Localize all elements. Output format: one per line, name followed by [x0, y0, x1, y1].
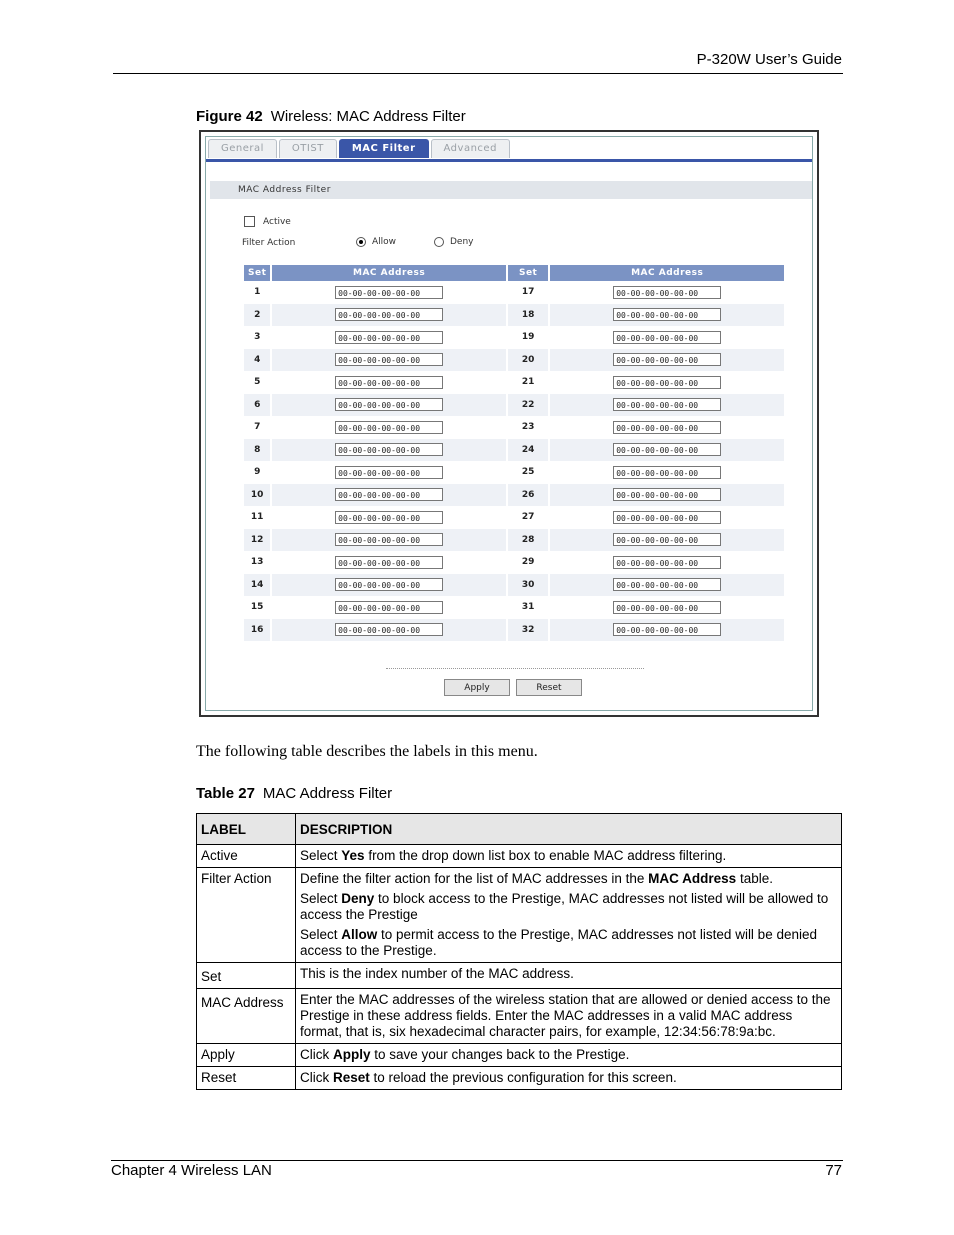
mac-cell	[272, 506, 505, 529]
mac-address-table	[242, 265, 786, 641]
mac-row	[244, 281, 784, 304]
label-header: LABEL	[197, 814, 296, 845]
set-number: 16	[244, 619, 270, 642]
description-row	[197, 845, 842, 868]
tab-general[interactable]: General	[208, 139, 277, 158]
mac-address-input-17[interactable]: 00-00-00-00-00-00	[613, 286, 721, 299]
intro-text: The following table describes the labels in this menu.	[196, 743, 538, 760]
mac-row	[244, 304, 784, 327]
mac-cell	[272, 619, 505, 642]
mac-row	[244, 574, 784, 597]
description-row	[197, 963, 842, 989]
mac-address-input-12[interactable]: 00-00-00-00-00-00	[335, 533, 443, 546]
mac-cell	[550, 371, 784, 394]
mac-header-right: MAC Address	[550, 265, 784, 281]
set-number: 14	[244, 574, 270, 597]
set-number: 10	[244, 484, 270, 507]
set-number: 29	[521, 557, 535, 568]
mac-address-input-18[interactable]: 00-00-00-00-00-00	[613, 308, 721, 321]
description-table	[196, 813, 842, 1090]
mac-row	[244, 326, 784, 349]
mac-address-input-32[interactable]: 00-00-00-00-00-00	[613, 623, 721, 636]
row-description	[296, 845, 842, 868]
running-header: P-320W User’s Guide	[696, 51, 842, 68]
mac-cell	[272, 326, 505, 349]
page-number: 77	[825, 1162, 842, 1179]
apply-button[interactable]: Apply	[444, 679, 510, 696]
mac-row	[244, 461, 784, 484]
mac-row	[244, 394, 784, 417]
deny-label: Deny	[450, 237, 474, 247]
mac-row	[244, 416, 784, 439]
set-number: 28	[508, 529, 549, 552]
set-header-right: Set	[508, 265, 549, 281]
mac-cell	[272, 304, 505, 327]
description-table-header	[197, 814, 842, 845]
description-paragraph: Click Reset to reload the previous configuration for this screen.	[300, 1070, 677, 1085]
mac-cell	[550, 416, 784, 439]
mac-address-input-29[interactable]: 00-00-00-00-00-00	[613, 556, 721, 569]
description-header: DESCRIPTION	[296, 814, 842, 845]
description-table-body	[197, 845, 842, 1090]
allow-option[interactable]	[356, 237, 396, 247]
screenshot-frame	[199, 130, 819, 717]
description-row	[197, 1067, 842, 1090]
set-number: 9	[254, 467, 261, 478]
row-description	[296, 1067, 842, 1090]
description-row	[197, 989, 842, 1044]
mac-row	[244, 349, 784, 372]
footer-rule	[111, 1160, 843, 1161]
figure-title: Wireless: MAC Address Filter	[270, 108, 466, 125]
mac-cell	[550, 551, 784, 574]
set-number: 24	[508, 439, 549, 462]
set-number: 32	[508, 619, 549, 642]
mac-address-input-20[interactable]: 00-00-00-00-00-00	[613, 353, 721, 366]
section-title: MAC Address Filter	[238, 185, 331, 195]
mac-row	[244, 506, 784, 529]
mac-address-input-16[interactable]: 00-00-00-00-00-00	[335, 623, 443, 636]
mac-cell	[272, 349, 505, 372]
active-label: Active	[263, 216, 291, 227]
active-option	[244, 216, 291, 227]
table-caption	[196, 785, 392, 802]
set-number: 23	[521, 422, 535, 433]
mac-address-input-11[interactable]: 00-00-00-00-00-00	[335, 511, 443, 524]
mac-address-input-9[interactable]: 00-00-00-00-00-00	[335, 466, 443, 479]
mac-row	[244, 439, 784, 462]
mac-address-input-19[interactable]: 00-00-00-00-00-00	[613, 331, 721, 344]
mac-address-input-22[interactable]: 00-00-00-00-00-00	[613, 398, 721, 411]
set-number: 17	[521, 287, 535, 298]
set-number: 8	[244, 439, 270, 462]
description-row	[197, 868, 842, 963]
mac-cell	[550, 394, 784, 417]
mac-address-input-24[interactable]: 00-00-00-00-00-00	[613, 443, 721, 456]
set-number: 26	[508, 484, 549, 507]
mac-address-input-23[interactable]: 00-00-00-00-00-00	[613, 421, 721, 434]
mac-cell	[272, 484, 505, 507]
set-number: 12	[244, 529, 270, 552]
mac-address-input-25[interactable]: 00-00-00-00-00-00	[613, 466, 721, 479]
mac-cell	[550, 304, 784, 327]
mac-cell	[550, 506, 784, 529]
mac-cell	[272, 574, 505, 597]
mac-cell	[272, 551, 505, 574]
mac-address-input-2[interactable]: 00-00-00-00-00-00	[335, 308, 443, 321]
description-paragraph: Select Yes from the drop down list box to enable MAC address filtering.	[300, 848, 727, 863]
description-paragraph: Select Allow to permit access to the Prestige, MAC addresses not listed will be denied access to the Prestige.	[300, 927, 817, 958]
mac-address-input-8[interactable]: 00-00-00-00-00-00	[335, 443, 443, 456]
set-number: 30	[508, 574, 549, 597]
mac-cell	[550, 349, 784, 372]
tab-advanced[interactable]: Advanced	[431, 139, 510, 158]
mac-cell	[550, 619, 784, 642]
set-number: 15	[250, 602, 264, 613]
mac-address-input-15[interactable]: 00-00-00-00-00-00	[335, 601, 443, 614]
row-label: Active	[197, 845, 296, 868]
row-label: Filter Action	[197, 868, 296, 963]
description-paragraph: This is the index number of the MAC address.	[300, 966, 574, 981]
mac-address-input-5[interactable]: 00-00-00-00-00-00	[335, 376, 443, 389]
set-number: 4	[244, 349, 270, 372]
mac-address-input-27[interactable]: 00-00-00-00-00-00	[613, 511, 721, 524]
mac-address-input-6[interactable]: 00-00-00-00-00-00	[335, 398, 443, 411]
table-number: Table 27	[196, 785, 255, 802]
mac-address-input-31[interactable]: 00-00-00-00-00-00	[613, 601, 721, 614]
mac-cell	[550, 596, 784, 619]
mac-address-input-13[interactable]: 00-00-00-00-00-00	[335, 556, 443, 569]
mac-row	[244, 551, 784, 574]
set-number: 13	[250, 557, 264, 568]
description-paragraph: Enter the MAC addresses of the wireless station that are allowed or denied access to the Prestige in these address fields. Enter the MAC addresses in a valid MAC address format, that is, six hexadecimal character pairs, for example, 12:34:56:78:9a:bc.	[300, 992, 831, 1039]
row-description	[296, 989, 842, 1044]
mac-header-left: MAC Address	[272, 265, 505, 281]
tab-bar	[208, 137, 512, 159]
row-label: Apply	[197, 1044, 296, 1067]
mac-address-input-10[interactable]: 00-00-00-00-00-00	[335, 488, 443, 501]
set-number: 31	[521, 602, 535, 613]
row-description	[296, 963, 842, 989]
mac-cell	[272, 371, 505, 394]
mac-table-body	[244, 281, 784, 641]
row-label: Reset	[197, 1067, 296, 1090]
set-number: 1	[254, 287, 261, 298]
mac-cell	[272, 394, 505, 417]
set-number: 21	[521, 377, 535, 388]
set-number: 5	[254, 377, 261, 388]
mac-address-input-1[interactable]: 00-00-00-00-00-00	[335, 286, 443, 299]
row-description	[296, 868, 842, 963]
mac-cell	[550, 529, 784, 552]
mac-cell	[272, 461, 505, 484]
mac-address-input-3[interactable]: 00-00-00-00-00-00	[335, 331, 443, 344]
figure-caption	[196, 108, 466, 125]
mac-cell	[550, 281, 784, 304]
row-label: Set	[197, 963, 296, 989]
mac-row	[244, 529, 784, 552]
tab-mac-filter[interactable]: MAC Filter	[339, 139, 429, 158]
mac-address-input-26[interactable]: 00-00-00-00-00-00	[613, 488, 721, 501]
set-number: 20	[508, 349, 549, 372]
mac-cell	[550, 461, 784, 484]
config-panel	[205, 136, 813, 711]
mac-address-input-4[interactable]: 00-00-00-00-00-00	[335, 353, 443, 366]
deny-option[interactable]	[434, 237, 474, 247]
mac-address-input-28[interactable]: 00-00-00-00-00-00	[613, 533, 721, 546]
description-paragraph: Define the filter action for the list of MAC addresses in the MAC Address table.	[300, 871, 773, 886]
mac-table-header	[244, 265, 784, 281]
set-number: 25	[521, 467, 535, 478]
set-number: 22	[508, 394, 549, 417]
mac-cell	[272, 439, 505, 462]
mac-cell	[550, 574, 784, 597]
mac-cell	[272, 281, 505, 304]
tab-underline	[206, 159, 812, 162]
tab-otist[interactable]: OTIST	[279, 139, 337, 158]
set-header-left: Set	[244, 265, 270, 281]
description-paragraph: Click Apply to save your changes back to the Prestige.	[300, 1047, 630, 1062]
set-number: 2	[244, 304, 270, 327]
set-number: 11	[250, 512, 264, 523]
figure-number: Figure 42	[196, 108, 263, 125]
mac-address-input-7[interactable]: 00-00-00-00-00-00	[335, 421, 443, 434]
description-paragraph: Select Deny to block access to the Prestige, MAC addresses not listed will be allowed to access the Prestige	[300, 891, 829, 922]
mac-cell	[272, 529, 505, 552]
allow-label: Allow	[372, 237, 397, 247]
reset-button[interactable]: Reset	[516, 679, 582, 696]
mac-cell	[550, 326, 784, 349]
mac-cell	[272, 416, 505, 439]
mac-cell	[550, 484, 784, 507]
filter-action-label: Filter Action	[242, 238, 296, 248]
row-description	[296, 1044, 842, 1067]
header-rule	[113, 73, 843, 74]
dotted-separator	[386, 668, 644, 669]
mac-cell	[272, 596, 505, 619]
mac-address-input-30[interactable]: 00-00-00-00-00-00	[613, 578, 721, 591]
set-number: 7	[254, 422, 261, 433]
set-number: 3	[254, 332, 261, 343]
mac-address-input-14[interactable]: 00-00-00-00-00-00	[335, 578, 443, 591]
active-checkbox[interactable]	[244, 216, 255, 227]
mac-row	[244, 371, 784, 394]
row-label: MAC Address	[197, 989, 296, 1044]
mac-row	[244, 484, 784, 507]
mac-row	[244, 619, 784, 642]
mac-cell	[550, 439, 784, 462]
description-row	[197, 1044, 842, 1067]
allow-radio[interactable]	[356, 237, 366, 247]
mac-row	[244, 596, 784, 619]
mac-address-input-21[interactable]: 00-00-00-00-00-00	[613, 376, 721, 389]
set-number: 27	[521, 512, 535, 523]
footer-chapter: Chapter 4 Wireless LAN	[111, 1162, 272, 1179]
set-number: 6	[244, 394, 270, 417]
set-number: 19	[521, 332, 535, 343]
table-title: MAC Address Filter	[262, 785, 393, 802]
set-number: 18	[508, 304, 549, 327]
deny-radio[interactable]	[434, 237, 444, 247]
